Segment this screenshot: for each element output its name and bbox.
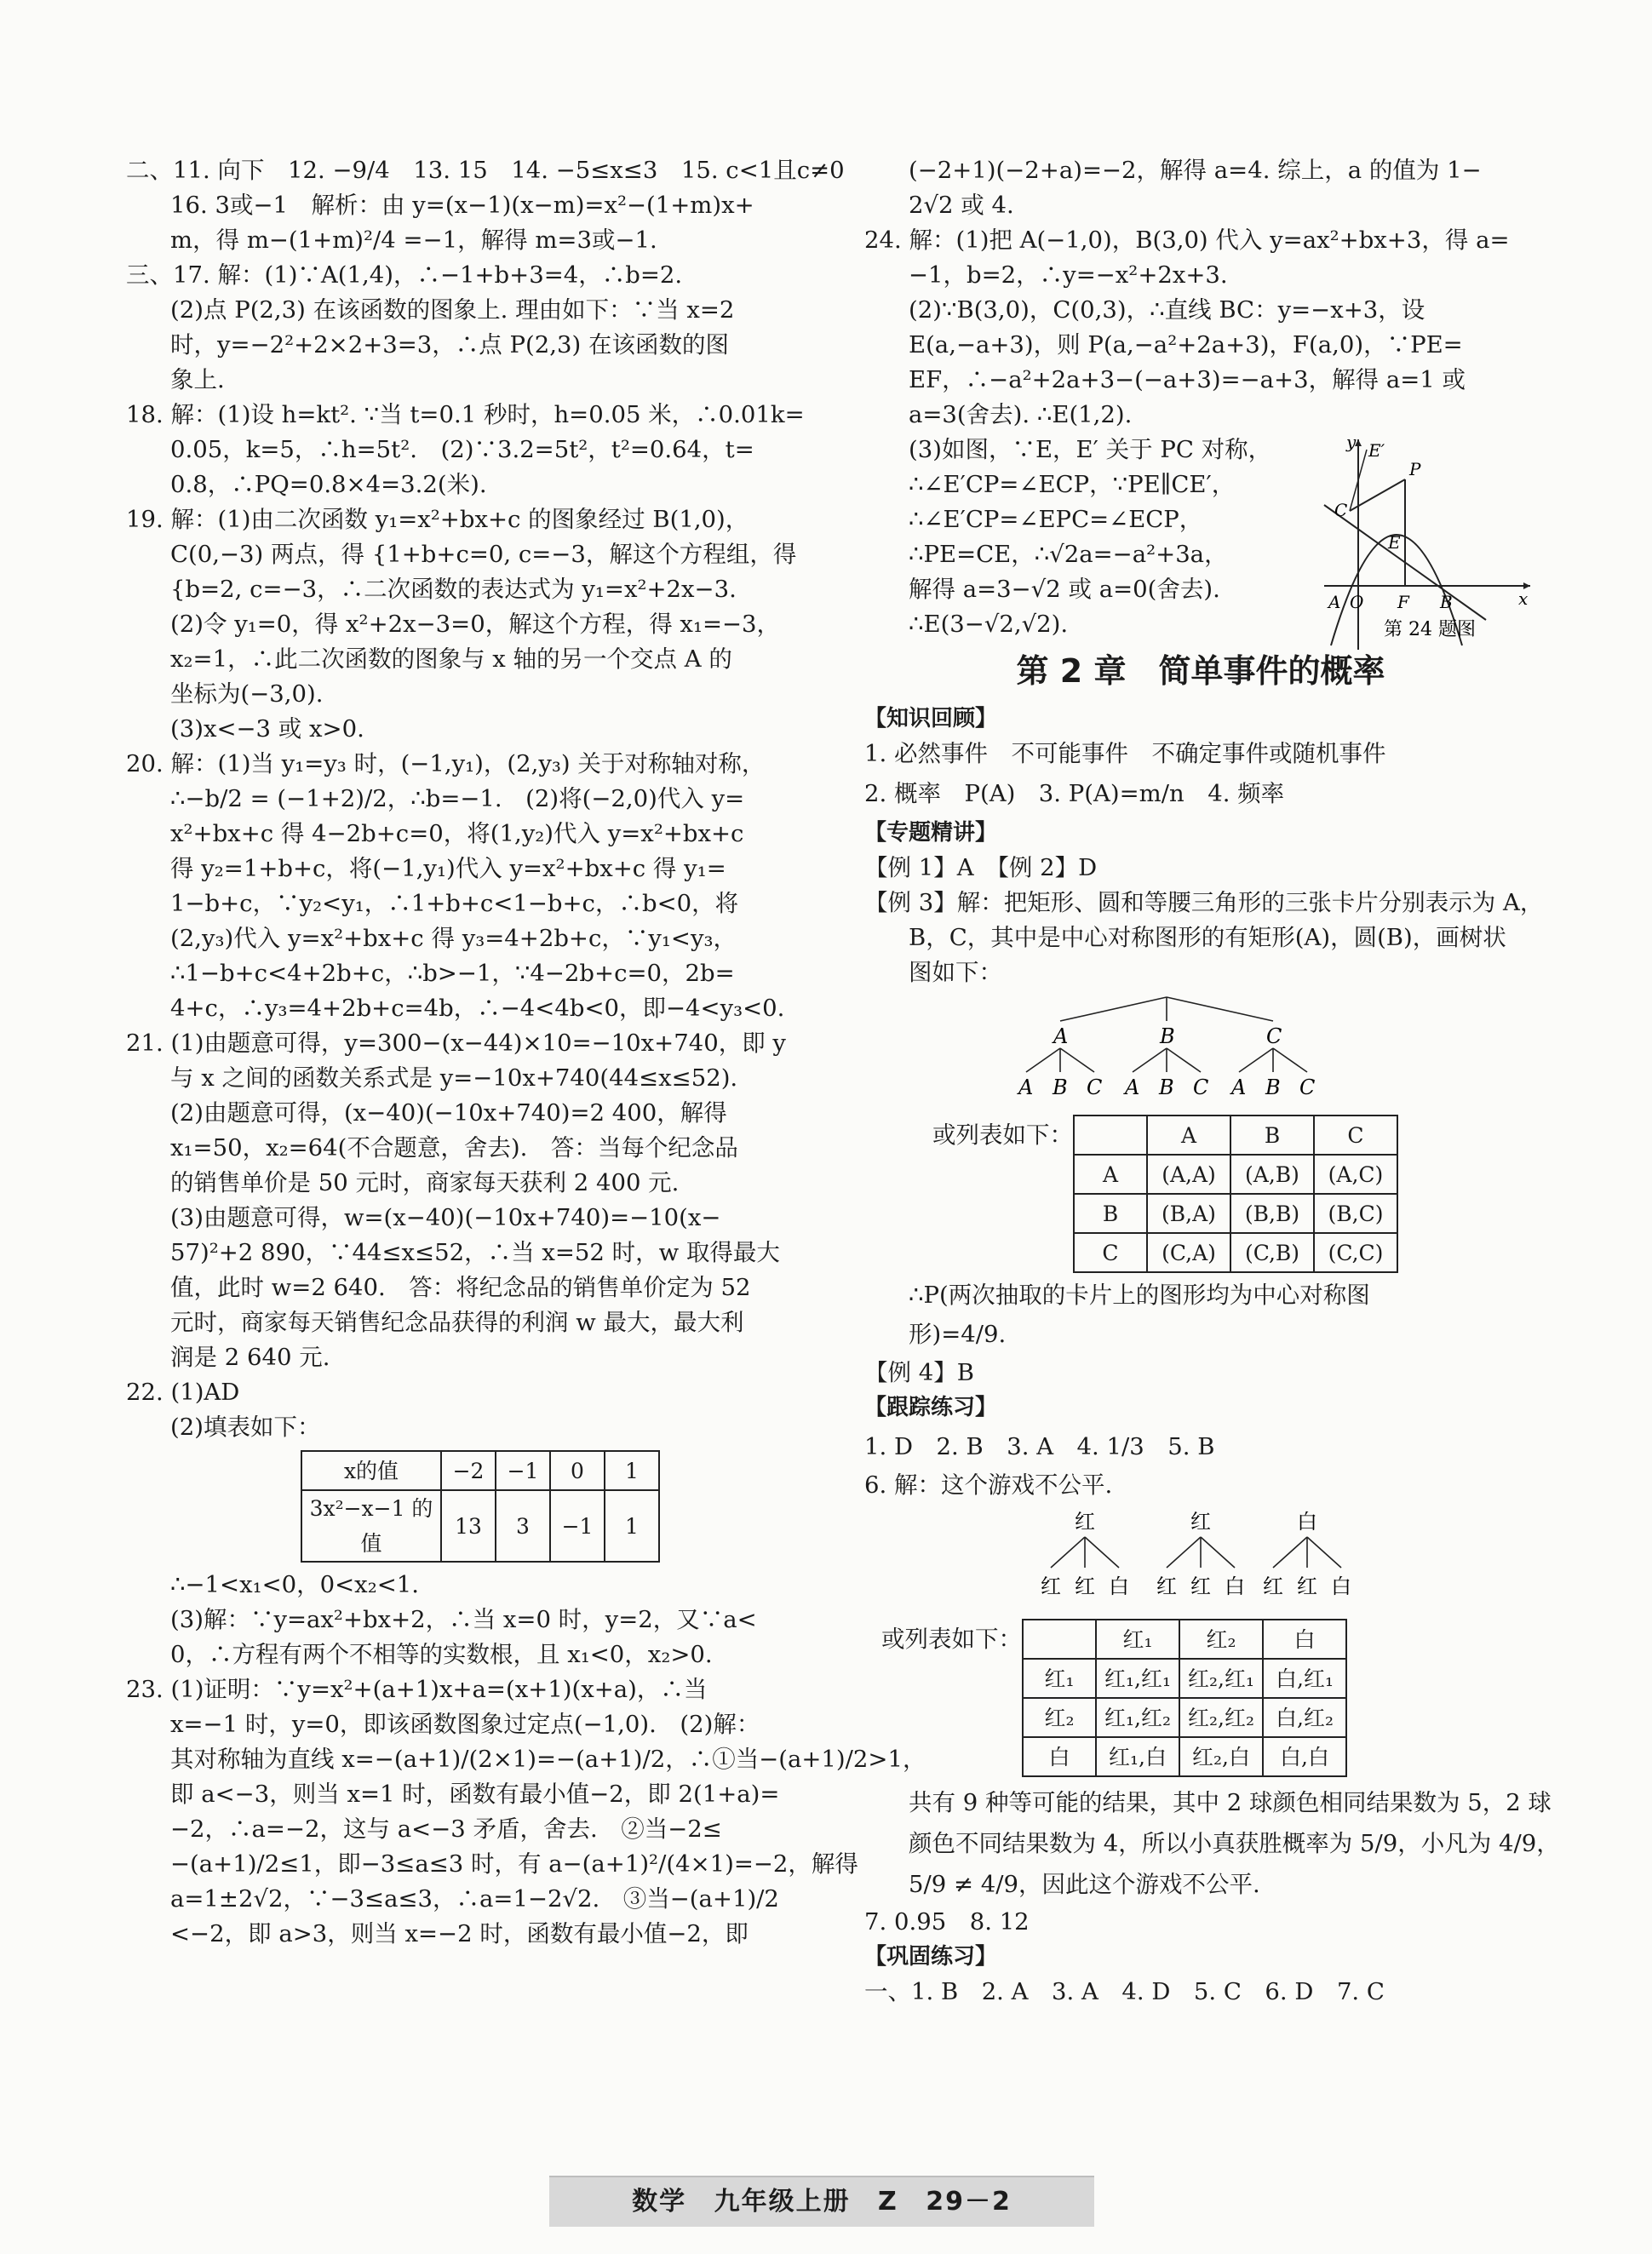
fig-label: y [1346, 432, 1357, 452]
answer-line: 5/9 ≠ 4/9，因此这个游戏不公平. [909, 1871, 1260, 1898]
section-heading: 【知识回顾】 [864, 706, 998, 731]
answer-line: (3)解：∵y=ax²+bx+2，∴当 x=0 时，y=2，又∵a< [170, 1606, 757, 1633]
answer-line: 23. (1)证明：∵y=x²+(a+1)x+a=(x+1)(x+a)，∴当 [126, 1676, 708, 1703]
table-cell: A [1147, 1116, 1230, 1155]
answer-line: (3)如图，∵E，E′ 关于 PC 对称， [909, 436, 1272, 463]
answer-line: 2√2 或 4. [909, 192, 1014, 219]
fig-label: A [1328, 592, 1341, 612]
table-cell: 白 [1263, 1620, 1346, 1659]
answer-line: (2)令 y₁=0，得 x²+2x−3=0，解这个方程，得 x₁=−3， [170, 611, 781, 638]
table-cell: B [1074, 1194, 1147, 1233]
answer-line: 【例 1】A 【例 2】D [864, 854, 1098, 881]
answer-line: 润是 2 640 元. [170, 1344, 330, 1371]
tree-leaf: B [1159, 1075, 1174, 1099]
tree-leaf: C [1299, 1075, 1316, 1099]
table-cell: 1 [605, 1451, 659, 1490]
table-label: 或列表如下： [932, 1121, 1073, 1149]
answer-line: ∴P(两次抽取的卡片上的图形均为中心对称图 [909, 1282, 1370, 1309]
tree-branch [1167, 997, 1273, 1021]
answer-line: 其对称轴为直线 x=−(a+1)/(2×1)=−(a+1)/2，∴①当−(a+1)/2>1， [170, 1746, 926, 1773]
answer-line: (2)填表如下： [170, 1414, 321, 1441]
answer-line: −2，∴a=−2，这与 a<−3 矛盾，舍去. ②当−2≤ [170, 1815, 722, 1843]
tree-leaf: 白 [1109, 1574, 1129, 1598]
table-cell: B [1230, 1116, 1314, 1155]
answer-line: 与 x 之间的函数关系式是 y=−10x+740(44≤x≤52). [170, 1064, 738, 1092]
footer-grade: 九年级上册 [714, 2187, 851, 2217]
answer-line: 20. 解：(1)当 y₁=y₃ 时，(−1,y₁)，(2,y₃) 关于对称轴对称， [126, 750, 766, 777]
answer-line: 值，此时 w=2 640. 答：将纪念品的销售单价定为 52 [170, 1274, 751, 1301]
tree-diagram-red-white [864, 1503, 1537, 1603]
answer-line: 时，y=−2²+2×2+3=3，∴点 P(2,3) 在该函数的图 [170, 331, 729, 358]
answer-line: 21. (1)由题意可得，y=300−(x−44)×10=−10x+740，即 y [126, 1029, 786, 1057]
table-cell: 13 [441, 1490, 496, 1562]
fig-label: E [1388, 532, 1401, 553]
answer-line: 0.8，∴PQ=0.8×4=3.2(米). [170, 471, 487, 498]
table-cell [1074, 1116, 1147, 1155]
table-cell: 红₁,红₁ [1096, 1659, 1179, 1698]
table-cell: 红₁ [1096, 1620, 1179, 1659]
answer-line: E(a,−a+3)，则 P(a,−a²+2a+3)，F(a,0)，∵PE= [909, 331, 1463, 358]
answer-line: (3)由题意可得，w=(x−40)(−10x+740)=−10(x− [170, 1204, 721, 1231]
answer-line: 即 a<−3，则当 x=1 时，函数有最小值−2，即 2(1+a)= [170, 1781, 780, 1808]
answer-line: 图如下： [909, 959, 1002, 986]
table-cell: 白,白 [1263, 1737, 1346, 1776]
answer-line: 1−b+c，∵y₂<y₁，∴1+b+c<1−b+c，∴b<0，将 [170, 890, 739, 917]
tree-leaf: 红 [1041, 1574, 1061, 1598]
answer-line: 共有 9 种等可能的结果，其中 2 球颜色相同结果数为 5，2 球 [909, 1789, 1552, 1816]
tree-leaf-branches [1026, 1048, 1307, 1072]
table-cell: 白 [1023, 1737, 1096, 1776]
answer-line: (2)点 P(2,3) 在该函数的图象上. 理由如下：∵当 x=2 [170, 296, 735, 324]
tree-leaf: 白 [1225, 1574, 1245, 1598]
page-number: 29－2 [926, 2187, 1012, 2217]
table-cell: (C,B) [1230, 1233, 1314, 1272]
answer-line: 二、11. 向下 12. −9/4 13. 15 14. −5≤x≤3 15. c<1且c≠0 [126, 157, 845, 184]
table-22-wrap [301, 1450, 799, 1563]
answer-line: 0，∴方程有两个不相等的实数根，且 x₁<0，x₂>0. [170, 1641, 713, 1668]
answer-line: <−2，即 a>3，则当 x=−2 时，函数有最小值−2，即 [170, 1920, 749, 1947]
table-cell: 1 [605, 1490, 659, 1562]
answer-line: 18. 解：(1)设 h=kt². ∵当 t=0.1 秒时，h=0.05 米，∴0.01k= [126, 401, 805, 428]
tree-leaf: 红 [1190, 1574, 1211, 1598]
tree-leaf-branches [1051, 1537, 1341, 1568]
answer-line: −(a+1)/2≤1，即−3≤a≤3 时，有 a−(a+1)²/(4×1)=−2，解得 [170, 1850, 858, 1878]
table-label: 或列表如下： [881, 1626, 1022, 1653]
tree-leaf: A [1125, 1075, 1140, 1099]
answer-line: 1. D 2. B 3. A 4. 1/3 5. B [864, 1433, 1215, 1460]
answer-line: (2)∵B(3,0)，C(0,3)，∴直线 BC：y=−x+3，设 [909, 296, 1425, 324]
tree-node: B [1160, 1024, 1175, 1048]
table-cell: (B,C) [1314, 1194, 1397, 1233]
tree-node: 红 [1190, 1510, 1211, 1534]
table-cell: −2 [441, 1451, 496, 1490]
answer-line: −1，b=2，∴y=−x²+2x+3. [909, 261, 1228, 289]
table-cell: 红₂ [1179, 1620, 1263, 1659]
fig-caption: 第 24 题图 [1384, 619, 1476, 640]
answer-line: (2,y₃)代入 y=x²+bx+c 得 y₃=4+2b+c，∵y₁<y₃， [170, 925, 737, 952]
section-heading: 【专题精讲】 [864, 820, 998, 846]
table-6 [1022, 1619, 1347, 1777]
tree-leaf: A [1231, 1075, 1247, 1099]
tree-leaf: 红 [1263, 1574, 1283, 1598]
table-cell: x的值 [301, 1451, 441, 1490]
answer-line: x=−1 时，y=0，即该函数图象过定点(−1,0). (2)解： [170, 1711, 760, 1738]
fig-label: E′ [1368, 440, 1385, 461]
answer-line: 的销售单价是 50 元时，商家每天获利 2 400 元. [170, 1169, 680, 1196]
answer-line: {b=2, c=−3，∴二次函数的表达式为 y₁=x²+2x−3. [170, 576, 737, 603]
answer-line: 1. 必然事件 不可能事件 不确定事件或随机事件 [864, 740, 1386, 767]
tree-leaf: C [1087, 1075, 1103, 1099]
table-cell: (A,B) [1230, 1155, 1314, 1194]
table-cell: (A,C) [1314, 1155, 1397, 1194]
answer-line: (−2+1)(−2+a)=−2，解得 a=4. 综上，a 的值为 1− [909, 157, 1482, 184]
answer-line: 【例 3】解：把矩形、圆和等腰三角形的三张卡片分别表示为 A， [864, 889, 1544, 916]
answer-line: ∴−b/2 = (−1+2)/2，∴b=−1. (2)将(−2,0)代入 y= [170, 785, 745, 812]
answer-line: 解得 a=3−√2 或 a=0(舍去). [909, 576, 1220, 603]
table-cell: (B,B) [1230, 1194, 1314, 1233]
answer-line: ∴E(3−√2,√2). [909, 611, 1069, 638]
table-cell: C [1314, 1116, 1397, 1155]
table-cell: 3x²−x−1 的值 [301, 1490, 441, 1562]
answer-line: 三、17. 解：(1)∵A(1,4)，∴−1+b+3=4，∴b=2. [126, 261, 683, 289]
fig-label: F [1397, 592, 1409, 612]
tree-leaf: B [1053, 1075, 1068, 1099]
answer-line: EF，∴−a²+2a+3−(−a+3)=−a+3，解得 a=1 或 [909, 366, 1466, 393]
answer-line: 6. 解：这个游戏不公平. [864, 1471, 1113, 1499]
answer-line: 16. 3或−1 解析：由 y=(x−1)(x−m)=x²−(1+m)x+ [170, 192, 754, 219]
answer-line: 4+c，∴y₃=4+2b+c=4b，∴−4<4b<0，即−4<y₃<0. [170, 995, 785, 1022]
footer-subject: 数学 [632, 2187, 687, 2217]
answer-line: 【例 4】B [864, 1359, 974, 1386]
tree-node: 白 [1297, 1510, 1317, 1534]
tree-node: C [1266, 1024, 1282, 1048]
answer-line: B，C，其中是中心对称图形的有矩形(A)，圆(B)，画树状 [909, 924, 1506, 951]
tree-branch [1060, 997, 1167, 1021]
table-6-row [864, 1619, 1537, 1777]
figure-24 [1316, 433, 1537, 654]
tree-node: 红 [1075, 1510, 1095, 1534]
answer-line: 颜色不同结果数为 4，所以小真获胜概率为 5/9，小凡为 4/9， [909, 1830, 1560, 1857]
answer-line: a=1±2√2，∵−3≤a≤3，∴a=1−2√2. ③当−(a+1)/2 [170, 1885, 779, 1913]
table-cell: 0 [550, 1451, 605, 1490]
answer-line: x₁=50，x₂=64(不合题意，舍去). 答：当每个纪念品 [170, 1134, 738, 1161]
table-cell: 红₂,白 [1179, 1737, 1263, 1776]
section-heading: 【跟踪练习】 [864, 1395, 998, 1420]
table-cell: (C,A) [1147, 1233, 1230, 1272]
answer-line: m，得 m−(1+m)²/4 =−1，解得 m=3或−1. [170, 227, 657, 254]
answer-line: a=3(舍去). ∴E(1,2). [909, 401, 1133, 428]
tree-node: A [1053, 1024, 1069, 1048]
fig-label: B [1440, 592, 1453, 612]
answer-line: 22. (1)AD [126, 1379, 240, 1406]
answer-line: 形)=4/9. [909, 1321, 1007, 1348]
table-cell: (B,A) [1147, 1194, 1230, 1233]
table-cell: (C,C) [1314, 1233, 1397, 1272]
answer-line: ∴PE=CE，∴√2a=−a²+3a， [909, 541, 1228, 568]
table-3-row [864, 1115, 1537, 1273]
fig-label: C [1334, 500, 1348, 520]
table-cell: 3 [496, 1490, 550, 1562]
table-cell: 红₂,红₁ [1179, 1659, 1263, 1698]
tree-diagram-abc [864, 990, 1537, 1099]
answer-line: 57)²+2 890，∵44≤x≤52，∴当 x=52 时，w 取得最大 [170, 1239, 780, 1266]
fig-label: x [1518, 588, 1529, 609]
answer-line: x²+bx+c 得 4−2b+c=0，将(1,y₂)代入 y=x²+bx+c [170, 820, 744, 847]
table-cell: 红₂,红₂ [1179, 1698, 1263, 1737]
fig-label: O [1350, 592, 1364, 612]
table-cell: −1 [550, 1490, 605, 1562]
table-cell: (A,A) [1147, 1155, 1230, 1194]
answer-line: ∴∠E′CP=∠ECP，∵PE∥CE′， [909, 471, 1236, 498]
answer-line: 得 y₂=1+b+c，将(−1,y₁)代入 y=x²+bx+c 得 y₁= [170, 855, 726, 882]
tree-leaf: A [1018, 1075, 1034, 1099]
answer-line: 元时，商家每天销售纪念品获得的利润 w 最大，最大利 [170, 1309, 744, 1336]
chapter-title: 第 2 章 简单事件的概率 [1016, 652, 1385, 690]
answer-line: 0.05，k=5，∴h=5t². (2)∵3.2=5t²，t²=0.64，t= [170, 436, 754, 463]
table-cell: 白,红₂ [1263, 1698, 1346, 1737]
right-column [864, 153, 1560, 2010]
answer-line: 2. 概率 P(A) 3. P(A)=m/n 4. 频率 [864, 780, 1285, 807]
answer-line: ∴∠E′CP=∠EPC=∠ECP， [909, 506, 1203, 533]
table-cell: C [1074, 1233, 1147, 1272]
tree-leaf: B [1265, 1075, 1281, 1099]
answer-line: 象上. [170, 366, 225, 393]
answer-line: 19. 解：(1)由二次函数 y₁=x²+bx+c 的图象经过 B(1,0)， [126, 506, 749, 533]
tree-leaf: 白 [1331, 1574, 1351, 1598]
answer-line: 7. 0.95 8. 12 [864, 1908, 1030, 1936]
table-cell [1023, 1620, 1096, 1659]
page-footer [549, 2176, 1094, 2227]
table-cell: 红₁,红₂ [1096, 1698, 1179, 1737]
answer-line: 一、1. B 2. A 3. A 4. D 5. C 6. D 7. C [864, 1978, 1385, 2005]
answer-line: 24. 解：(1)把 A(−1,0)，B(3,0) 代入 y=ax²+bx+3，得 a= [864, 227, 1510, 254]
table-cell: 红₁,白 [1096, 1737, 1179, 1776]
answer-line: (3)x<−3 或 x>0. [170, 715, 364, 743]
table-cell: 白,红₁ [1263, 1659, 1346, 1698]
tree-leaf: 红 [1156, 1574, 1177, 1598]
table-3 [1073, 1115, 1398, 1273]
answer-line: x₂=1，∴此二次函数的图象与 x 轴的另一个交点 A 的 [170, 645, 732, 673]
table-cell: 红₂ [1023, 1698, 1096, 1737]
table-cell: A [1074, 1155, 1147, 1194]
section-heading: 【巩固练习】 [864, 1944, 998, 1970]
answer-line: (2)由题意可得，(x−40)(−10x+740)=2 400，解得 [170, 1099, 727, 1127]
fig-label: P [1409, 459, 1421, 479]
tree-leaf: 红 [1297, 1574, 1317, 1598]
tree-leaf: 红 [1075, 1574, 1095, 1598]
answer-line: 坐标为(−3,0). [170, 680, 324, 708]
table-cell: 红₁ [1023, 1659, 1096, 1698]
footer-edition: Z [878, 2187, 898, 2217]
tree-leaf: C [1193, 1075, 1209, 1099]
table-cell: −1 [496, 1451, 550, 1490]
answer-line: ∴−1<x₁<0，0<x₂<1. [170, 1571, 419, 1598]
answer-line: C(0,−3) 两点，得 {1+b+c=0, c=−3，解这个方程组，得 [170, 541, 797, 568]
answer-line: ∴1−b+c<4+2b+c，∴b>−1，∵4−2b+c=0，2b= [170, 960, 735, 987]
table-22 [301, 1450, 660, 1563]
